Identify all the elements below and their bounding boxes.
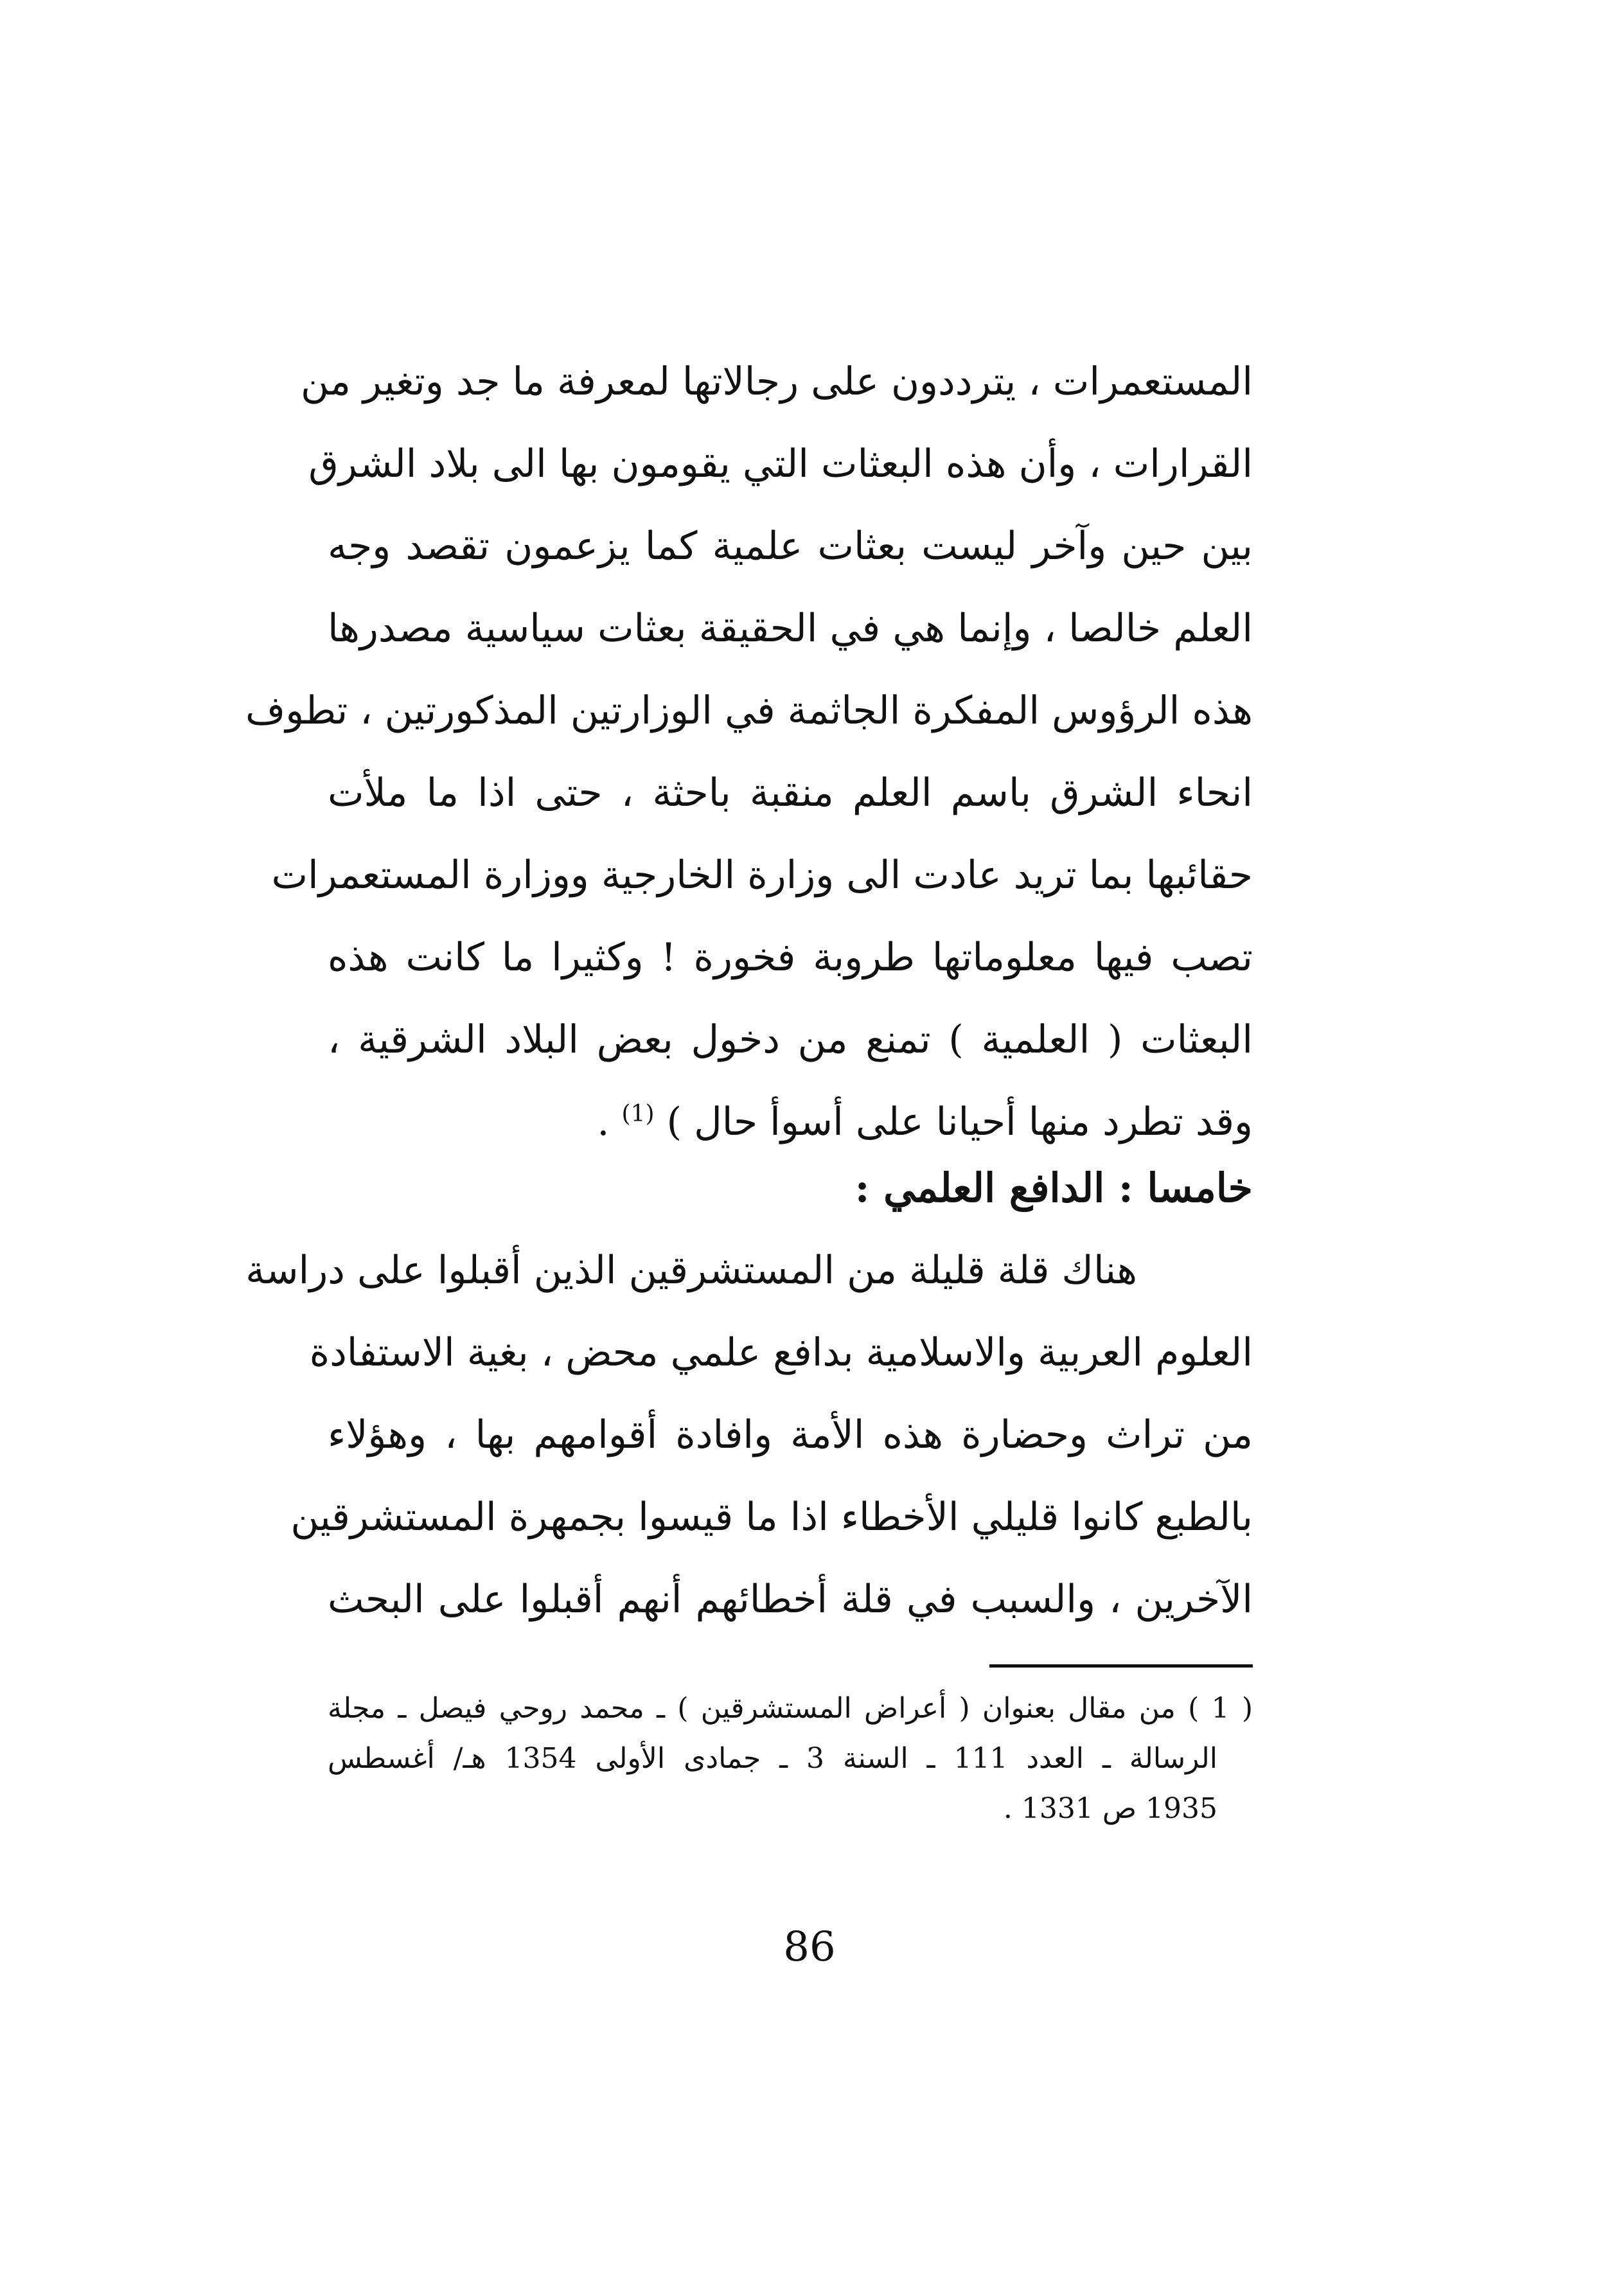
section-line: هناك قلة قليلة من المستشرقين الذين أقبلوا على دراسة <box>245 1248 1137 1293</box>
section-five <box>245 1147 1253 1641</box>
footnote-line: 1935 ص 1331 . <box>1003 1792 1217 1825</box>
footnote-reference: (1) <box>621 1101 655 1127</box>
body-line: القرارات ، وأن هذه البعثات التي يقومون بها الى بلاد الشرق <box>308 441 1253 486</box>
footnote-line: الرسالة ـ العدد 111 ـ السنة 3 ـ جمادى الأولى 1354 هـ/ أغسطس <box>328 1742 1217 1775</box>
body-line: تصب فيها معلوماتها طروبة فخورة ! وكثيرا ما كانت هذه <box>328 935 1253 980</box>
body-line: المستعمرات ، يترددون على رجالاتها لمعرفة ما جد وتغير من <box>301 359 1253 404</box>
body-line: انحاء الشرق باسم العلم منقبة باحثة ، حتى اذا ما ملأت <box>328 770 1253 815</box>
section-line: من تراث وحضارة هذه الأمة وافادة أقوامهم بها ، وهؤلاء <box>328 1412 1253 1457</box>
page-number: 86 <box>783 1923 836 1971</box>
section-line: الآخرين ، والسبب في قلة أخطائهم أنهم أقبلوا على البحث <box>328 1577 1253 1622</box>
body-line: العلم خالصا ، وإنما هي في الحقيقة بعثات سياسية مصدرها <box>328 606 1253 651</box>
footnote <box>328 1684 1253 1834</box>
body-line: بين حين وآخر ليست بعثات علمية كما يزعمون تقصد وجه <box>328 524 1253 569</box>
end-punctuation: . <box>597 1099 622 1144</box>
section-line: العلوم العربية والاسلامية بدافع علمي محض ، بغية الاستفادة <box>309 1330 1253 1375</box>
body-line: حقائبها بما تريد عادت الى وزارة الخارجية ووزارة المستعمرات <box>271 853 1253 898</box>
footnote-divider <box>989 1664 1253 1668</box>
section-heading: خامسا : الدافع العلمي : <box>854 1164 1253 1211</box>
body-line: هذه الرؤوس المفكرة الجاثمة في الوزارتين المذكورتين ، تطوف <box>245 688 1253 733</box>
body-line: البعثات ( العلمية ) تمنع من دخول بعض البلاد الشرقية ، <box>328 1017 1253 1062</box>
section-line: بالطبع كانوا قليلي الأخطاء اذا ما قيسوا بجمهرة المستشرقين <box>290 1495 1253 1540</box>
footnote-line: ( 1 ) من مقال بعنوان ( أعراض المستشرقين ) ـ محمد روحي فيصل ـ مجلة <box>328 1692 1253 1725</box>
body-paragraph <box>245 341 1253 1163</box>
body-line-text: وقد تطرد منها أحيانا على أسوأ حال ) <box>666 1099 1253 1144</box>
